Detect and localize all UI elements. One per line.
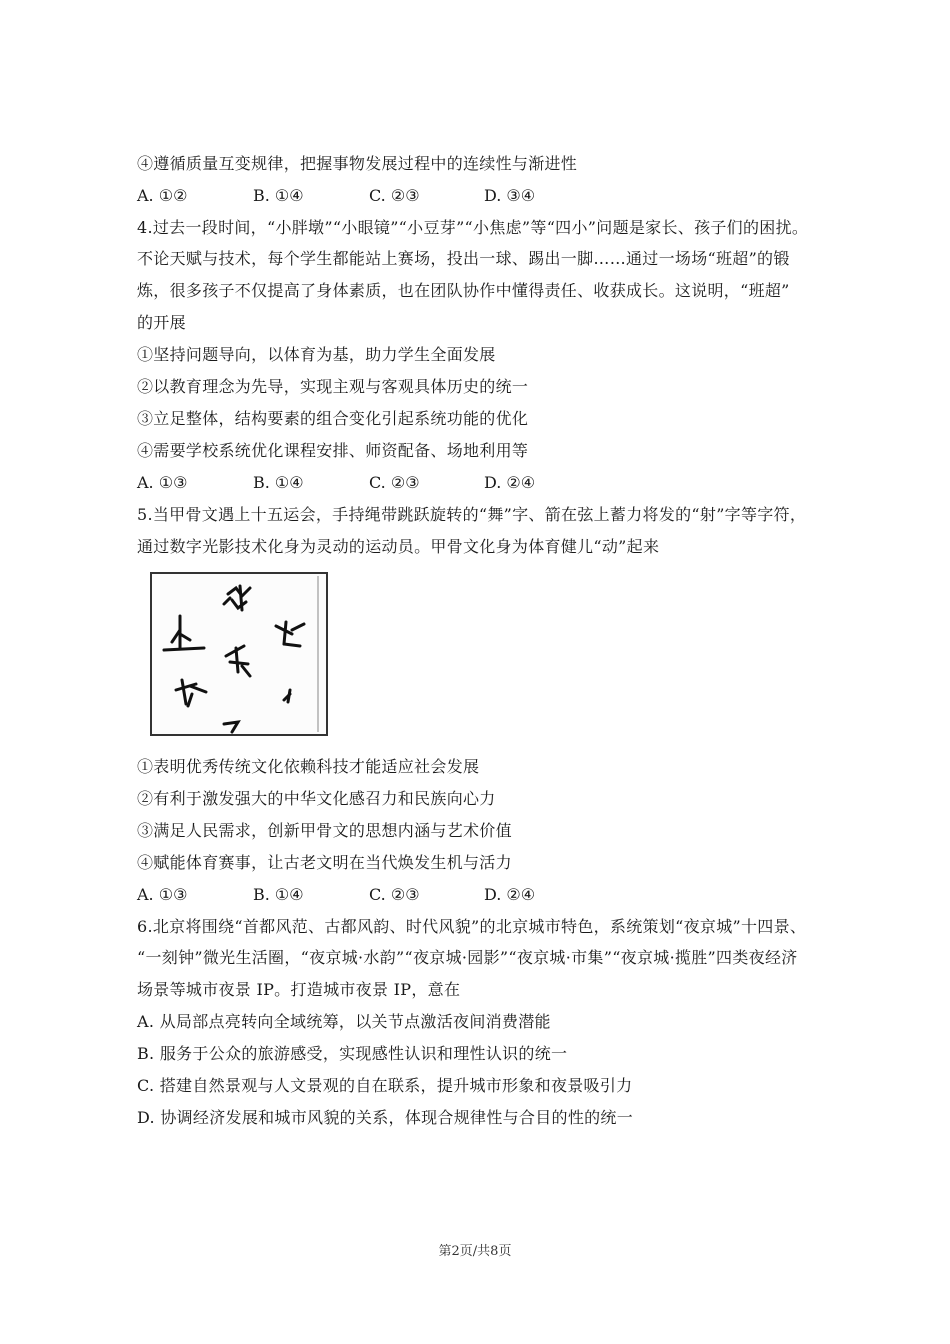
page-footer: 第2页/共8页 (438, 1244, 512, 1259)
oracle-bone-figure (150, 572, 328, 736)
q6-option-a: A. 从局部点亮转向全域统筹，以关节点激活夜间消费潜能 (137, 1012, 551, 1031)
q5-stem-line-2: 通过数字光影技术化身为灵动的运动员。甲骨文化身为体育健儿“动”起来 (137, 537, 660, 556)
q4-stem-line-1: 4.过去一段时间，“小胖墩”“小眼镜”“小豆芽”“小焦虑”等“四小”问题是家长、孩子们的困扰。 (137, 218, 809, 237)
q5-item-2: ②有利于激发强大的中华文化感召力和民族向心力 (137, 789, 496, 808)
q5-option-d: D. ②④ (484, 885, 536, 904)
oracle-glyph-left (164, 616, 204, 650)
q4-item-1: ①坚持问题导向，以体育为基，助力学生全面发展 (137, 345, 496, 364)
oracle-glyph-lower-right (284, 690, 290, 702)
q5-item-1: ①表明优秀传统文化依赖科技才能适应社会发展 (137, 757, 480, 776)
q5-option-c: C. ②③ (369, 885, 420, 904)
q4-option-a: A. ①③ (137, 473, 188, 492)
q6-stem-line-1: 6.北京将围绕“首都风范、古都风韵、时代风貌”的北京城市特色，系统策划“夜京城”十四景、 (137, 917, 807, 936)
q6-option-d: D. 协调经济发展和城市风貌的关系，体现合规律性与合目的性的统一 (137, 1108, 634, 1127)
q5-item-4: ④赋能体育赛事，让古老文明在当代焕发生机与活力 (137, 853, 512, 872)
q5-option-b: B. ①④ (253, 885, 304, 904)
q4-stem-line-2: 不论天赋与技术，每个学生都能站上赛场，投出一球、踢出一脚……通过一场场“班超”的锻 (137, 249, 790, 268)
q6-stem-line-2: “一刻钟”微光生活圈，“夜京城·水韵”“夜京城·园影”“夜京城·市集”“夜京城·揽胜”四类夜经济 (137, 948, 798, 967)
q4-stem-line-3: 炼，很多孩子不仅提高了身体素质，也在团队协作中懂得责任、收获成长。这说明，“班超” (137, 281, 790, 300)
q3-option-b: B. ①④ (253, 186, 304, 205)
q6-stem-line-3: 场景等城市夜景 IP。打造城市夜景 IP，意在 (137, 980, 461, 999)
q3-option-a: A. ①② (137, 186, 188, 205)
q4-stem-line-4: 的开展 (137, 313, 186, 332)
q3-option-c: C. ②③ (369, 186, 420, 205)
q3-option-d: D. ③④ (484, 186, 536, 205)
q6-option-b: B. 服务于公众的旅游感受，实现感性认识和理性认识的统一 (137, 1044, 568, 1063)
q4-item-3: ③立足整体，结构要素的组合变化引起系统功能的优化 (137, 409, 529, 428)
q4-option-b: B. ①④ (253, 473, 304, 492)
q5-option-a: A. ①③ (137, 885, 188, 904)
q5-stem-line-1: 5.当甲骨文遇上十五运会，手持绳带跳跃旋转的“舞”字、箭在弦上蓄力将发的“射”字等字符， (137, 505, 807, 524)
q4-option-c: C. ②③ (369, 473, 420, 492)
q4-item-4: ④需要学校系统优化课程安排、师资配备、场地利用等 (137, 441, 529, 460)
oracle-glyph-lower-left (176, 680, 206, 706)
oracle-glyph-center (226, 646, 250, 676)
q5-item-3: ③满足人民需求，创新甲骨文的思想内涵与艺术价值 (137, 821, 512, 840)
q4-item-2: ②以教育理念为先导，实现主观与客观具体历史的统一 (137, 377, 529, 396)
oracle-glyph-right (276, 622, 304, 646)
q4-option-d: D. ②④ (484, 473, 536, 492)
q6-option-c: C. 搭建自然景观与人文景观的自在联系，提升城市形象和夜景吸引力 (137, 1076, 633, 1095)
oracle-glyph-bottom (224, 722, 238, 732)
oracle-glyph-top (224, 586, 250, 610)
oracle-bone-characters-image (152, 574, 326, 734)
q3-item-4: ④遵循质量互变规律，把握事物发展过程中的连续性与渐进性 (137, 154, 578, 173)
